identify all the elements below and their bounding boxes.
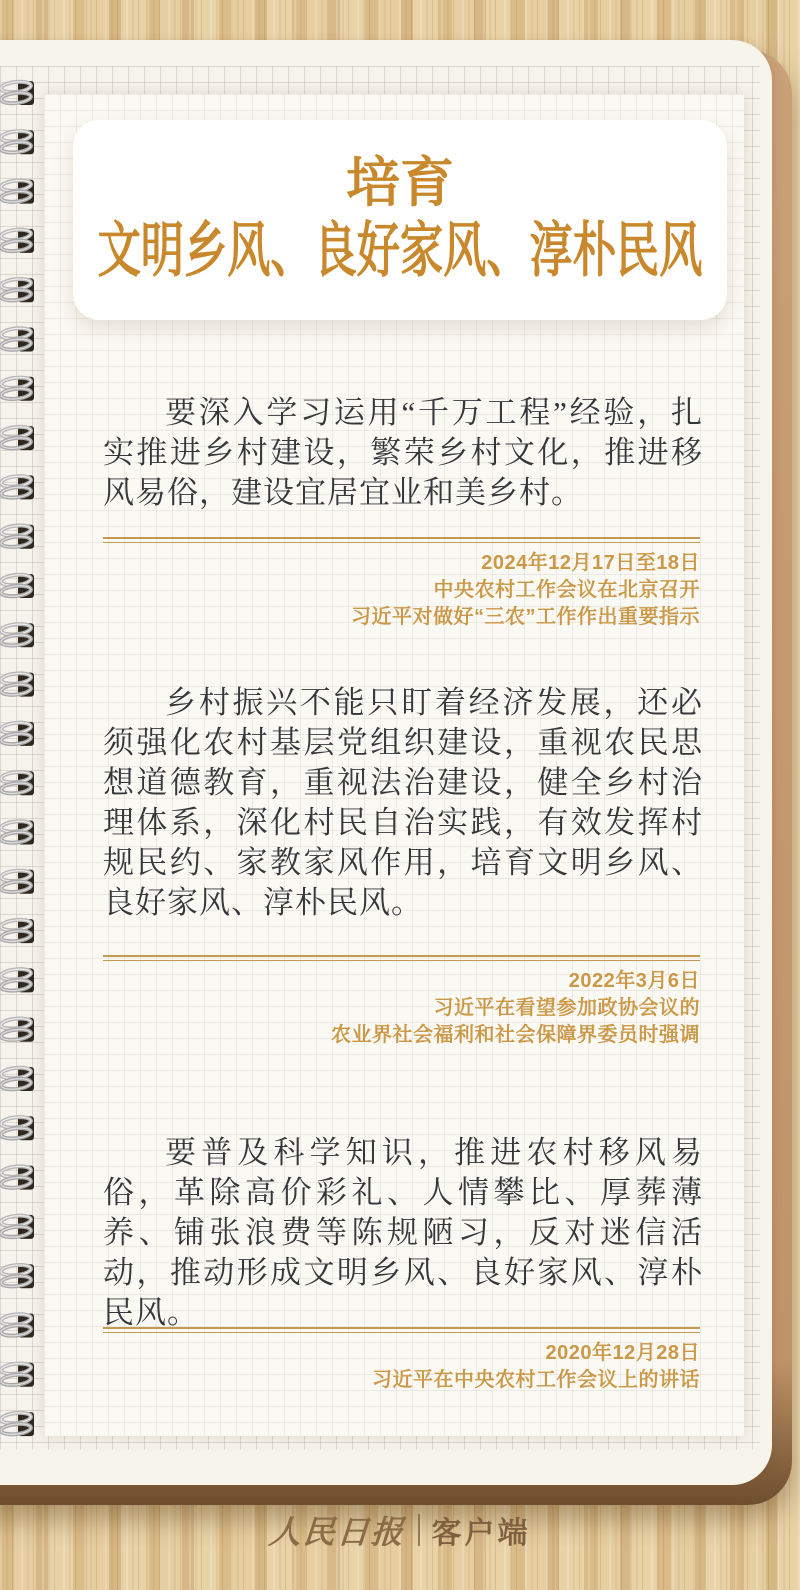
brand-product-label: 客户端 xyxy=(431,1517,531,1550)
attribution-rule-1 xyxy=(103,537,700,543)
brand-divider xyxy=(418,1514,420,1546)
title-line-2: 文明乡风、良好家风、淳朴民风 xyxy=(97,217,703,284)
attribution-lines-3 xyxy=(103,1340,700,1394)
attribution-rule-2 xyxy=(103,955,700,961)
attribution-3-source: 习近平在中央农村工作会议上的讲话 xyxy=(372,1369,700,1391)
attribution-lines-2 xyxy=(103,968,700,1049)
attribution-2-source: 农业界社会福利和社会保障界委员时强调 xyxy=(331,1024,700,1046)
attribution-1 xyxy=(103,537,700,631)
attribution-rule-3 xyxy=(103,1327,700,1333)
attribution-2-date: 2022年3月6日 xyxy=(568,970,700,992)
attribution-3-date: 2020年12月28日 xyxy=(545,1342,700,1364)
title-line-1: 培育 xyxy=(346,153,454,213)
attribution-1-source: 习近平对做好“三农”工作作出重要指示 xyxy=(351,606,700,628)
attribution-3 xyxy=(103,1327,700,1394)
quote-paragraph-2: 乡村振兴不能只盯着经济发展，还必须强化农村基层党组织建设，重视农民思想道德教育，重视法治建设，健全乡村治理体系，深化村民自治实践，有效发挥村规民约、家教家风作用，培育文明乡风、良好家风、淳朴民风。 xyxy=(103,685,703,920)
attribution-2-event: 习近平在看望参加政协会议的 xyxy=(433,997,700,1019)
attribution-1-event: 中央农村工作会议在北京召开 xyxy=(433,579,700,601)
attribution-1-date: 2024年12月17日至18日 xyxy=(481,552,700,574)
quote-paragraph-3: 要普及科学知识，推进农村移风易俗，革除高价彩礼、人情攀比、厚葬薄养、铺张浪费等陈规陋习，反对迷信活动，推动形成文明乡风、良好家风、淳朴民风。 xyxy=(103,1135,703,1330)
footer-brand xyxy=(0,1505,800,1555)
attribution-lines-1 xyxy=(103,550,700,631)
attribution-2 xyxy=(103,955,700,1049)
peoples-daily-logo: 人民日报 xyxy=(268,1514,407,1550)
title-card xyxy=(73,120,727,320)
quote-paragraph-1: 要深入学习运用“千万工程”经验，扎实推进乡村建设，繁荣乡村文化，推进移风易俗，建设宜居宜业和美乡村。 xyxy=(103,395,703,510)
